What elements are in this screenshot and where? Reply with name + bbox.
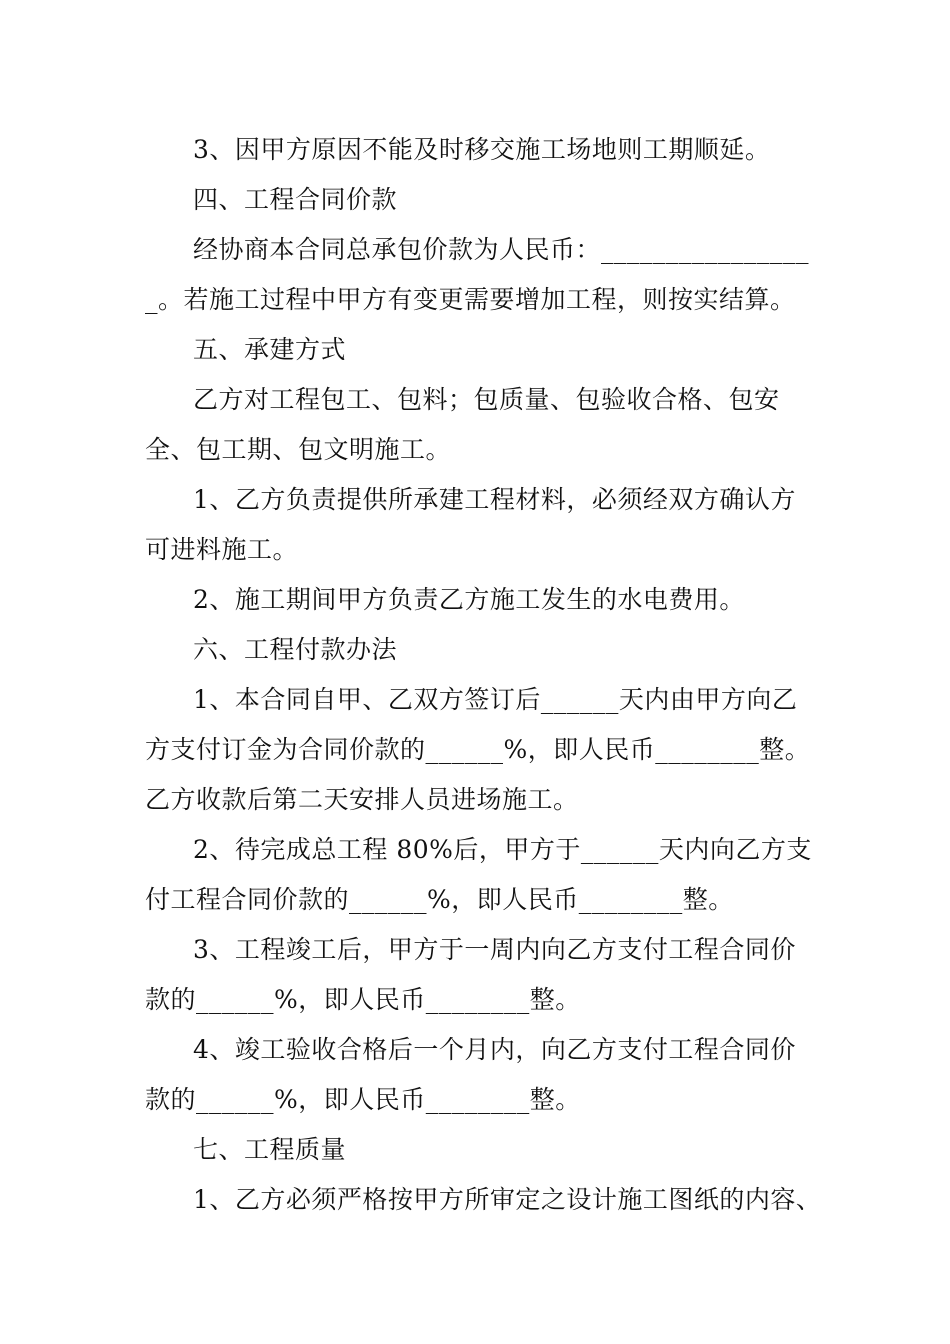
paragraph-line: 4、竣工验收合格后一个月内，向乙方支付工程合同价 xyxy=(193,1035,796,1064)
paragraph-line: 经协商本合同总承包价款为人民币：________________ xyxy=(193,235,810,264)
paragraph-line: 款的______%，即人民币________整。 xyxy=(145,985,581,1014)
paragraph-line: 1、本合同自甲、乙双方签订后______天内由甲方向乙 xyxy=(193,685,798,714)
paragraph-line: 1、乙方负责提供所承建工程材料，必须经双方确认方 xyxy=(193,485,796,514)
section-heading-construction-mode: 五、承建方式 xyxy=(193,335,347,364)
paragraph-line: 全、包工期、包文明施工。 xyxy=(145,435,452,464)
paragraph-line: 乙方收款后第二天安排人员进场施工。 xyxy=(145,785,579,814)
paragraph-line: 可进料施工。 xyxy=(145,535,299,564)
paragraph-line: 2、施工期间甲方负责乙方施工发生的水电费用。 xyxy=(193,585,745,614)
clause-3-schedule-extension: 3、因甲方原因不能及时移交施工场地则工期顺延。 xyxy=(193,135,771,164)
paragraph-line: 乙方对工程包工、包料；包质量、包验收合格、包安 xyxy=(193,385,780,414)
section-heading-payment-method: 六、工程付款办法 xyxy=(193,635,398,664)
section-heading-project-quality: 七、工程质量 xyxy=(193,1135,347,1164)
paragraph-line: 2、待完成总工程 80%后，甲方于______天内向乙方支 xyxy=(193,835,812,864)
paragraph-line: 3、工程竣工后，甲方于一周内向乙方支付工程合同价 xyxy=(193,935,796,964)
paragraph-line: 款的______%，即人民币________整。 xyxy=(145,1085,581,1114)
section-heading-contract-price: 四、工程合同价款 xyxy=(193,185,398,214)
paragraph-line: 1、乙方必须严格按甲方所审定之设计施工图纸的内容、 xyxy=(193,1185,822,1214)
paragraph-line: 付工程合同价款的______%，即人民币________整。 xyxy=(145,885,734,914)
paragraph-line: _。若施工过程中甲方有变更需要增加工程，则按实结算。 xyxy=(145,285,796,314)
paragraph-line: 方支付订金为合同价款的______%，即人民币________整。 xyxy=(145,735,811,764)
